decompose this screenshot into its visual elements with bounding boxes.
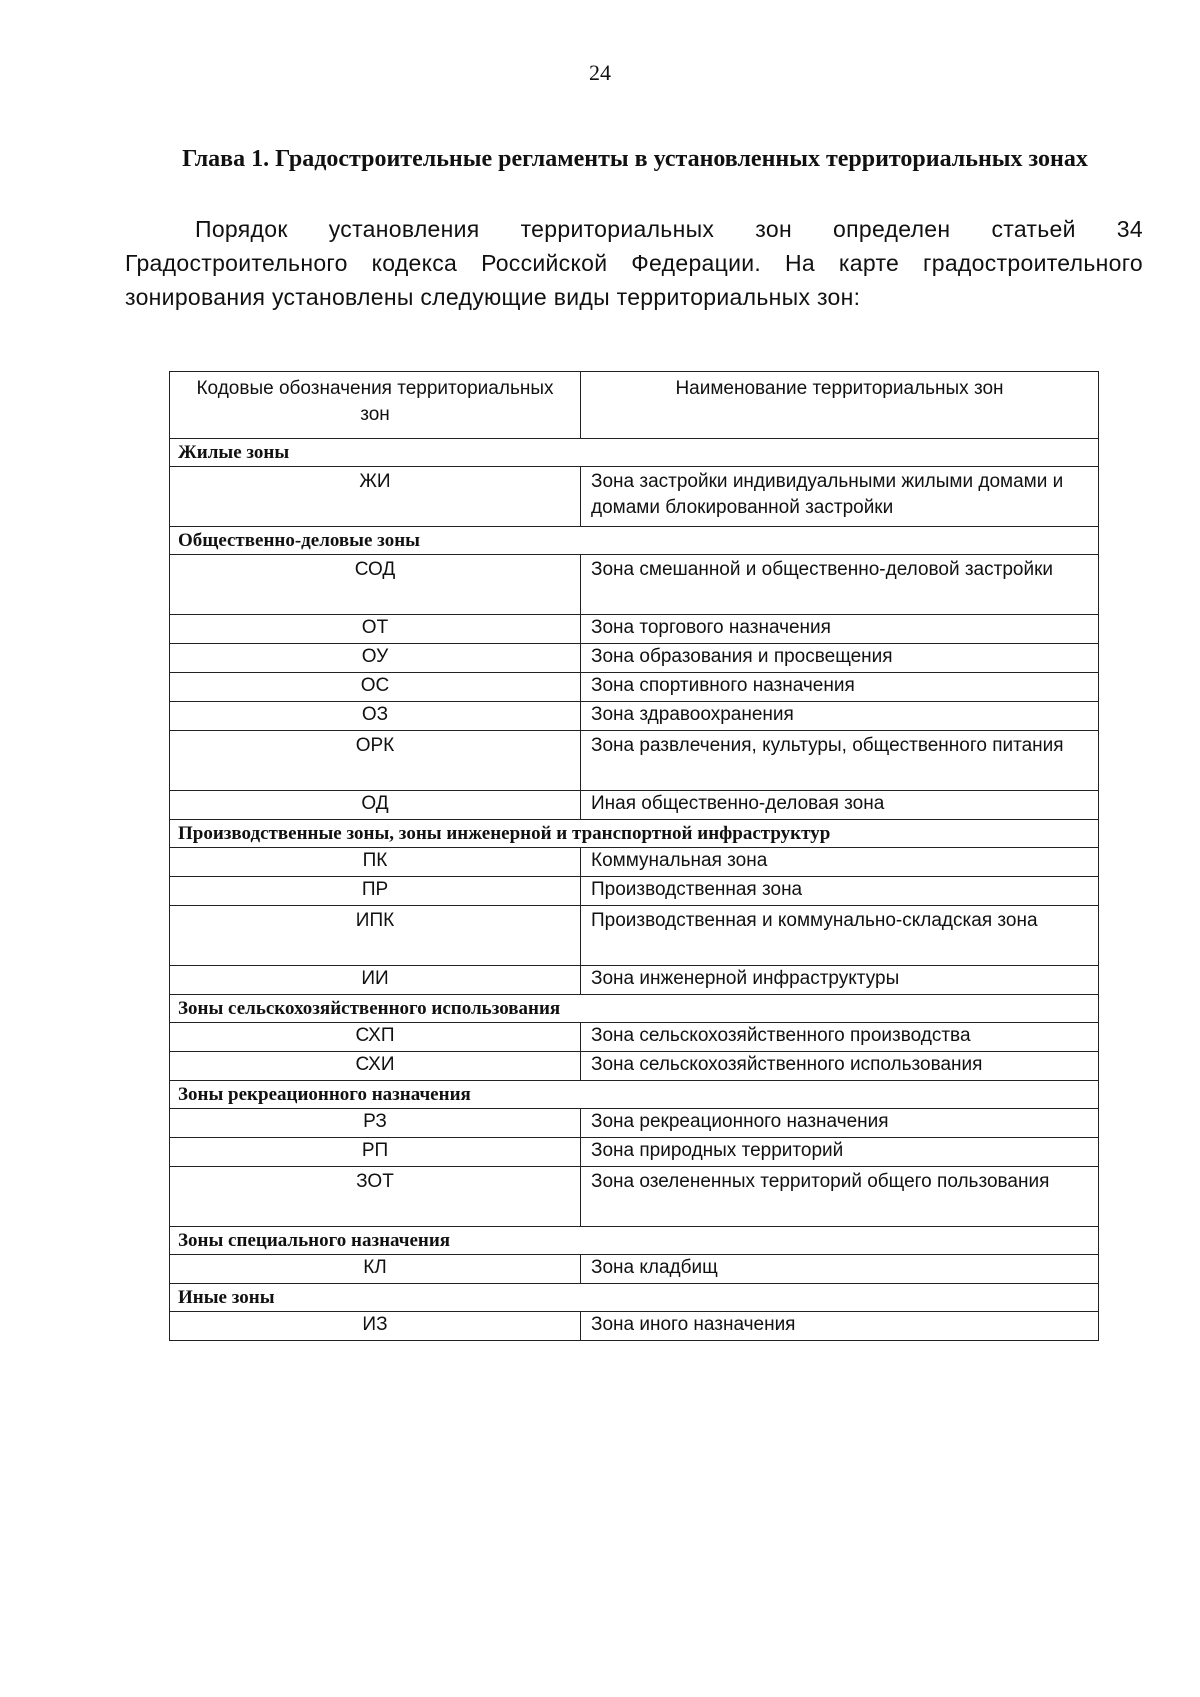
table-header-row	[170, 372, 1099, 439]
zone-name: Зона иного назначения	[581, 1312, 1099, 1341]
table-row	[170, 1052, 1099, 1081]
table-row	[170, 731, 1099, 791]
zone-code: СХП	[170, 1023, 581, 1052]
zone-code: ИИ	[170, 966, 581, 995]
header-name: Наименование территориальных зон	[581, 372, 1099, 439]
table-row	[170, 1312, 1099, 1341]
zone-code: ПР	[170, 877, 581, 906]
zone-code: ОУ	[170, 644, 581, 673]
zone-code: ЗОТ	[170, 1167, 581, 1227]
zone-code: СХИ	[170, 1052, 581, 1081]
zone-code: КЛ	[170, 1255, 581, 1284]
table-row	[170, 644, 1099, 673]
table-row	[170, 1023, 1099, 1052]
zone-name: Зона сельскохозяйственного производства	[581, 1023, 1099, 1052]
zone-name: Зона рекреационного назначения	[581, 1109, 1099, 1138]
zone-name: Коммунальная зона	[581, 848, 1099, 877]
header-code: Кодовые обозначения территориальных зон	[170, 372, 581, 439]
section-title: Иные зоны	[170, 1284, 1099, 1312]
zone-code: ИПК	[170, 906, 581, 966]
zone-name: Зона образования и просвещения	[581, 644, 1099, 673]
zone-code: ОС	[170, 673, 581, 702]
table-row	[170, 848, 1099, 877]
section-row	[170, 527, 1099, 555]
zone-code: ОД	[170, 791, 581, 820]
section-row	[170, 1284, 1099, 1312]
section-title: Зоны рекреационного назначения	[170, 1081, 1099, 1109]
zone-name: Зона кладбищ	[581, 1255, 1099, 1284]
section-row	[170, 1227, 1099, 1255]
chapter-title: Глава 1. Градостроительные регламенты в установленных территориальных зонах	[182, 146, 1088, 172]
table-row	[170, 966, 1099, 995]
zone-name: Зона инженерной инфраструктуры	[581, 966, 1099, 995]
zone-code: СОД	[170, 555, 581, 615]
table-row	[170, 877, 1099, 906]
zone-name: Производственная и коммунально-складская зона	[581, 906, 1099, 966]
table-row	[170, 1255, 1099, 1284]
zone-name: Иная общественно-деловая зона	[581, 791, 1099, 820]
table-row	[170, 467, 1099, 527]
zone-name: Зона природных территорий	[581, 1138, 1099, 1167]
table-row	[170, 906, 1099, 966]
zone-code: ЖИ	[170, 467, 581, 527]
zone-name: Зона спортивного назначения	[581, 673, 1099, 702]
table-row	[170, 1138, 1099, 1167]
table-row	[170, 1109, 1099, 1138]
section-title: Жилые зоны	[170, 439, 1099, 467]
zone-name: Зона застройки индивидуальными жилыми домами и домами блокированной застройки	[581, 467, 1099, 527]
table-row	[170, 791, 1099, 820]
zone-code: РП	[170, 1138, 581, 1167]
table-row	[170, 555, 1099, 615]
zone-name: Зона торгового назначения	[581, 615, 1099, 644]
table-row	[170, 615, 1099, 644]
section-title: Общественно-деловые зоны	[170, 527, 1099, 555]
zone-name: Зона смешанной и общественно-деловой застройки	[581, 555, 1099, 615]
zone-code: ОЗ	[170, 702, 581, 731]
table-row	[170, 702, 1099, 731]
section-row	[170, 1081, 1099, 1109]
zone-name: Зона сельскохозяйственного использования	[581, 1052, 1099, 1081]
zone-name: Зона озелененных территорий общего пользования	[581, 1167, 1099, 1227]
table-row	[170, 673, 1099, 702]
section-title: Производственные зоны, зоны инженерной и транспортной инфраструктур	[170, 820, 1099, 848]
page-number: 24	[589, 60, 611, 85]
zone-code: ОРК	[170, 731, 581, 791]
zone-code: ОТ	[170, 615, 581, 644]
zone-name: Зона развлечения, культуры, общественного питания	[581, 731, 1099, 791]
zone-code: ИЗ	[170, 1312, 581, 1341]
zone-code: РЗ	[170, 1109, 581, 1138]
intro-paragraph: Порядок установления территориальных зон определен статьей 34 Градостроительного кодекса Российской Федерации. На карте градостроительного зонирования установлены следующие виды территориальных зон:	[125, 216, 1143, 310]
section-row	[170, 439, 1099, 467]
section-title: Зоны сельскохозяйственного использования	[170, 995, 1099, 1023]
zone-code: ПК	[170, 848, 581, 877]
section-row	[170, 820, 1099, 848]
zones-table	[169, 371, 1099, 1341]
section-row	[170, 995, 1099, 1023]
section-title: Зоны специального назначения	[170, 1227, 1099, 1255]
table-row	[170, 1167, 1099, 1227]
zone-name: Производственная зона	[581, 877, 1099, 906]
zone-name: Зона здравоохранения	[581, 702, 1099, 731]
